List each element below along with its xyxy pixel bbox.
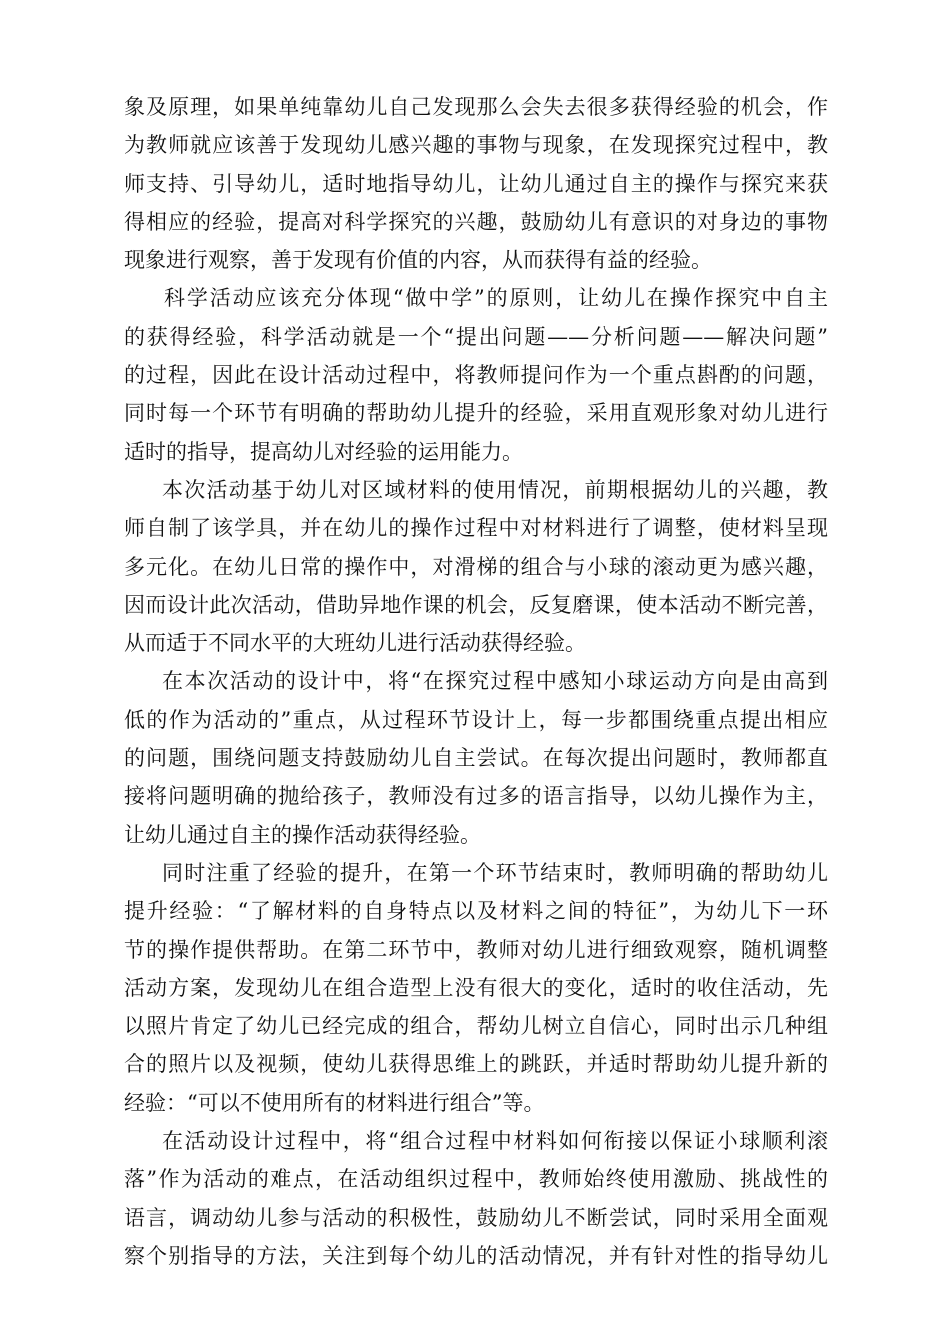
text-line: 节的操作提供帮助。在第二环节中，教师对幼儿进行细致观察，随机调整 — [124, 937, 828, 962]
text-line: 察个别指导的方法，关注到每个幼儿的活动情况，并有针对性的指导幼儿 — [124, 1243, 828, 1268]
paragraph-6 — [124, 1122, 828, 1275]
text-line: 接将问题明确的抛给孩子，教师没有过多的语言指导，以幼儿操作为主， — [124, 784, 828, 809]
text-line: 低的作为活动的”重点，从过程环节设计上，每一步都围绕重点提出相应 — [124, 707, 828, 732]
text-line: 合的照片以及视频，使幼儿获得思维上的跳跃，并适时帮助幼儿提升新的 — [124, 1052, 828, 1077]
text-line: 从而适于不同水平的大班幼儿进行活动获得经验。 — [124, 631, 586, 656]
paragraph-5 — [124, 854, 828, 1122]
text-line: 的获得经验，科学活动就是一个“提出问题——分析问题——解决问题” — [124, 324, 828, 349]
paragraph-2 — [124, 279, 828, 470]
paragraph-1 — [124, 88, 828, 279]
text-line: 为教师就应该善于发现幼儿感兴趣的事物与现象，在发现探究过程中，教 — [124, 133, 828, 158]
text-line: 适时的指导，提高幼儿对经验的运用能力。 — [124, 439, 523, 464]
text-line: 因而设计此次活动，借助异地作课的机会，反复磨课，使本活动不断完善， — [124, 592, 828, 617]
text-line: 在活动设计过程中，将“组合过程中材料如何衔接以保证小球顺利滚 — [162, 1129, 828, 1154]
text-line: 得相应的经验，提高对科学探究的兴趣，鼓励幼儿有意识的对身边的事物 — [124, 209, 828, 234]
text-line: 以照片肯定了幼儿已经完成的组合，帮幼儿树立自信心，同时出示几种组 — [124, 1014, 828, 1039]
document-body — [124, 88, 828, 1275]
paragraph-4 — [124, 662, 828, 853]
text-line: 的问题，围绕问题支持鼓励幼儿自主尝试。在每次提出问题时，教师都直 — [124, 746, 828, 771]
text-line: 象及原理，如果单纯靠幼儿自己发现那么会失去很多获得经验的机会，作 — [124, 95, 828, 119]
text-line: 语言，调动幼儿参与活动的积极性，鼓励幼儿不断尝试，同时采用全面观 — [124, 1205, 828, 1230]
paragraph-3 — [124, 471, 828, 662]
text-line: 科学活动应该充分体现“做中学”的原则，让幼儿在操作探究中自主 — [164, 286, 828, 311]
text-line: 的过程，因此在设计活动过程中，将教师提问作为一个重点斟酌的问题， — [124, 363, 828, 388]
text-line: 多元化。在幼儿日常的操作中，对滑梯的组合与小球的滚动更为感兴趣， — [124, 554, 828, 579]
text-line: 师自制了该学具，并在幼儿的操作过程中对材料进行了调整，使材料呈现 — [124, 516, 828, 541]
text-line: 经验：“可以不使用所有的材料进行组合”等。 — [124, 1090, 545, 1115]
text-line: 同时每一个环节有明确的帮助幼儿提升的经验，采用直观形象对幼儿进行 — [124, 401, 828, 426]
text-line: 师支持、引导幼儿，适时地指导幼儿，让幼儿通过自主的操作与探究来获 — [124, 171, 828, 196]
text-line: 落”作为活动的难点，在活动组织过程中，教师始终使用激励、挑战性的 — [124, 1167, 828, 1192]
text-line: 提升经验：“了解材料的自身特点以及材料之间的特征”，为幼儿下一环 — [124, 899, 828, 924]
text-line: 本次活动基于幼儿对区域材料的使用情况，前期根据幼儿的兴趣，教 — [162, 477, 828, 502]
text-line: 活动方案，发现幼儿在组合造型上没有很大的变化，适时的收住活动，先 — [124, 975, 828, 1000]
text-line: 同时注重了经验的提升，在第一个环节结束时，教师明确的帮助幼儿 — [162, 860, 828, 885]
text-line: 现象进行观察，善于发现有价值的内容，从而获得有益的经验。 — [124, 248, 712, 273]
text-line: 在本次活动的设计中，将“在探究过程中感知小球运动方向是由高到 — [162, 669, 828, 694]
text-line: 让幼儿通过自主的操作活动获得经验。 — [124, 822, 481, 847]
